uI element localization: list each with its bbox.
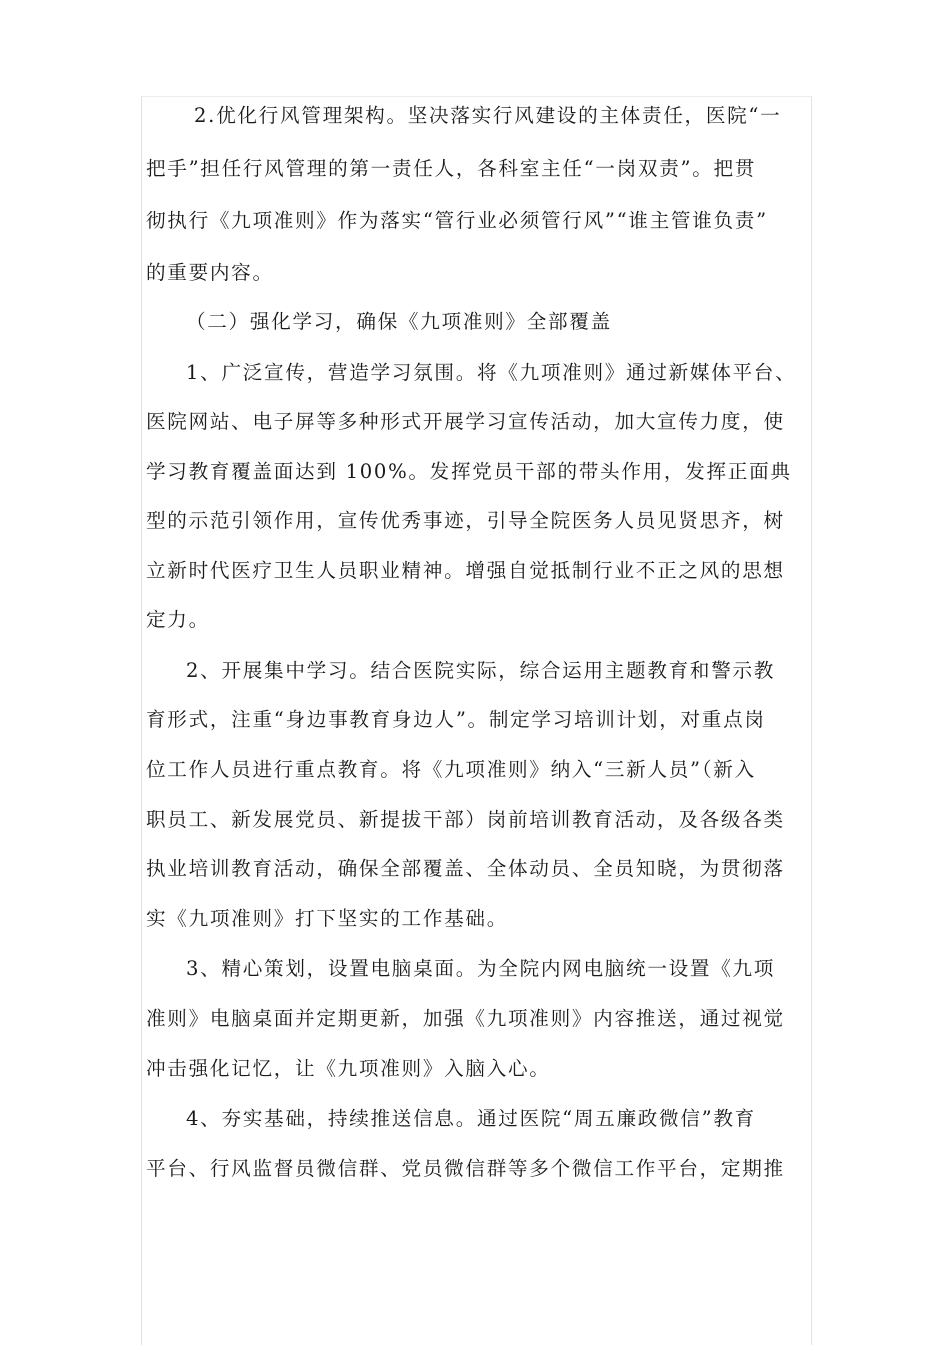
paragraph-3-line-2: 育形式，注重“身边事教育身边人”。制定学习培训计划，对重点岗 — [146, 708, 766, 731]
paragraph-3-line-3: 位工作人员进行重点教育。将《九项准则》纳入“三新人员”（新入 — [146, 758, 756, 781]
paragraph-3-line-6: 实《九项准则》打下坚实的工作基础。 — [146, 907, 508, 930]
paragraph-2-line-5: 立新时代医疗卫生人员职业精神。增强自觉抵制行业不正之风的思想 — [146, 559, 785, 582]
paragraph-4-line-1: 3、精心策划，设置电脑桌面。为全院内网电脑统一设置《九项 — [186, 957, 776, 980]
paragraph-5-line-2: 平台、行风监督员微信群、党员微信群等多个微信工作平台，定期推 — [146, 1157, 785, 1180]
paragraph-3-line-5: 执业培训教育活动，确保全部覆盖、全体动员、全员知晓，为贯彻落 — [146, 857, 785, 880]
paragraph-1-line-2: 把手”担任行风管理的第一责任人，各科室主任“一岗双责”。把贯 — [146, 157, 757, 180]
section-heading: （二）强化学习，确保《九项准则》全部覆盖 — [186, 310, 612, 333]
paragraph-2-line-1: 1、广泛宣传，营造学习氛围。将《九项准则》通过新媒体平台、 — [186, 361, 797, 384]
paragraph-1-line-3: 彻执行《九项准则》作为落实“管行业必须管行风”“谁主管谁负责” — [146, 209, 768, 232]
paragraph-2-line-4: 型的示范引领作用，宣传优秀事迹，引导全院医务人员见贤思齐，树 — [146, 509, 785, 532]
paragraph-4-line-2: 准则》电脑桌面并定期更新，加强《九项准则》内容推送，通过视觉 — [146, 1007, 785, 1030]
paragraph-3-line-1: 2、开展集中学习。结合医院实际，综合运用主题教育和警示教 — [186, 659, 776, 682]
paragraph-1-line-4: 的重要内容。 — [146, 261, 274, 284]
paragraph-2-line-2: 医院网站、电子屏等多种形式开展学习宣传活动，加大宣传力度，使 — [146, 410, 785, 433]
paragraph-2-line-6: 定力。 — [146, 608, 210, 631]
paragraph-3-line-4: 职员工、新发展党员、新提拔干部）岗前培训教育活动，及各级各类 — [146, 808, 785, 831]
paragraph-4-line-3: 冲击强化记忆，让《九项准则》入脑入心。 — [146, 1057, 551, 1080]
paragraph-2-line-3: 学习教育覆盖面达到 100%。发挥党员干部的带头作用，发挥正面典 — [146, 460, 792, 483]
paragraph-5-line-1: 4、夯实基础，持续推送信息。通过医院“周五廉政微信”教育 — [186, 1107, 756, 1130]
paragraph-1-line-1: 2.优化行风管理架构。坚决落实行风建设的主体责任，医院“一 — [194, 104, 782, 127]
